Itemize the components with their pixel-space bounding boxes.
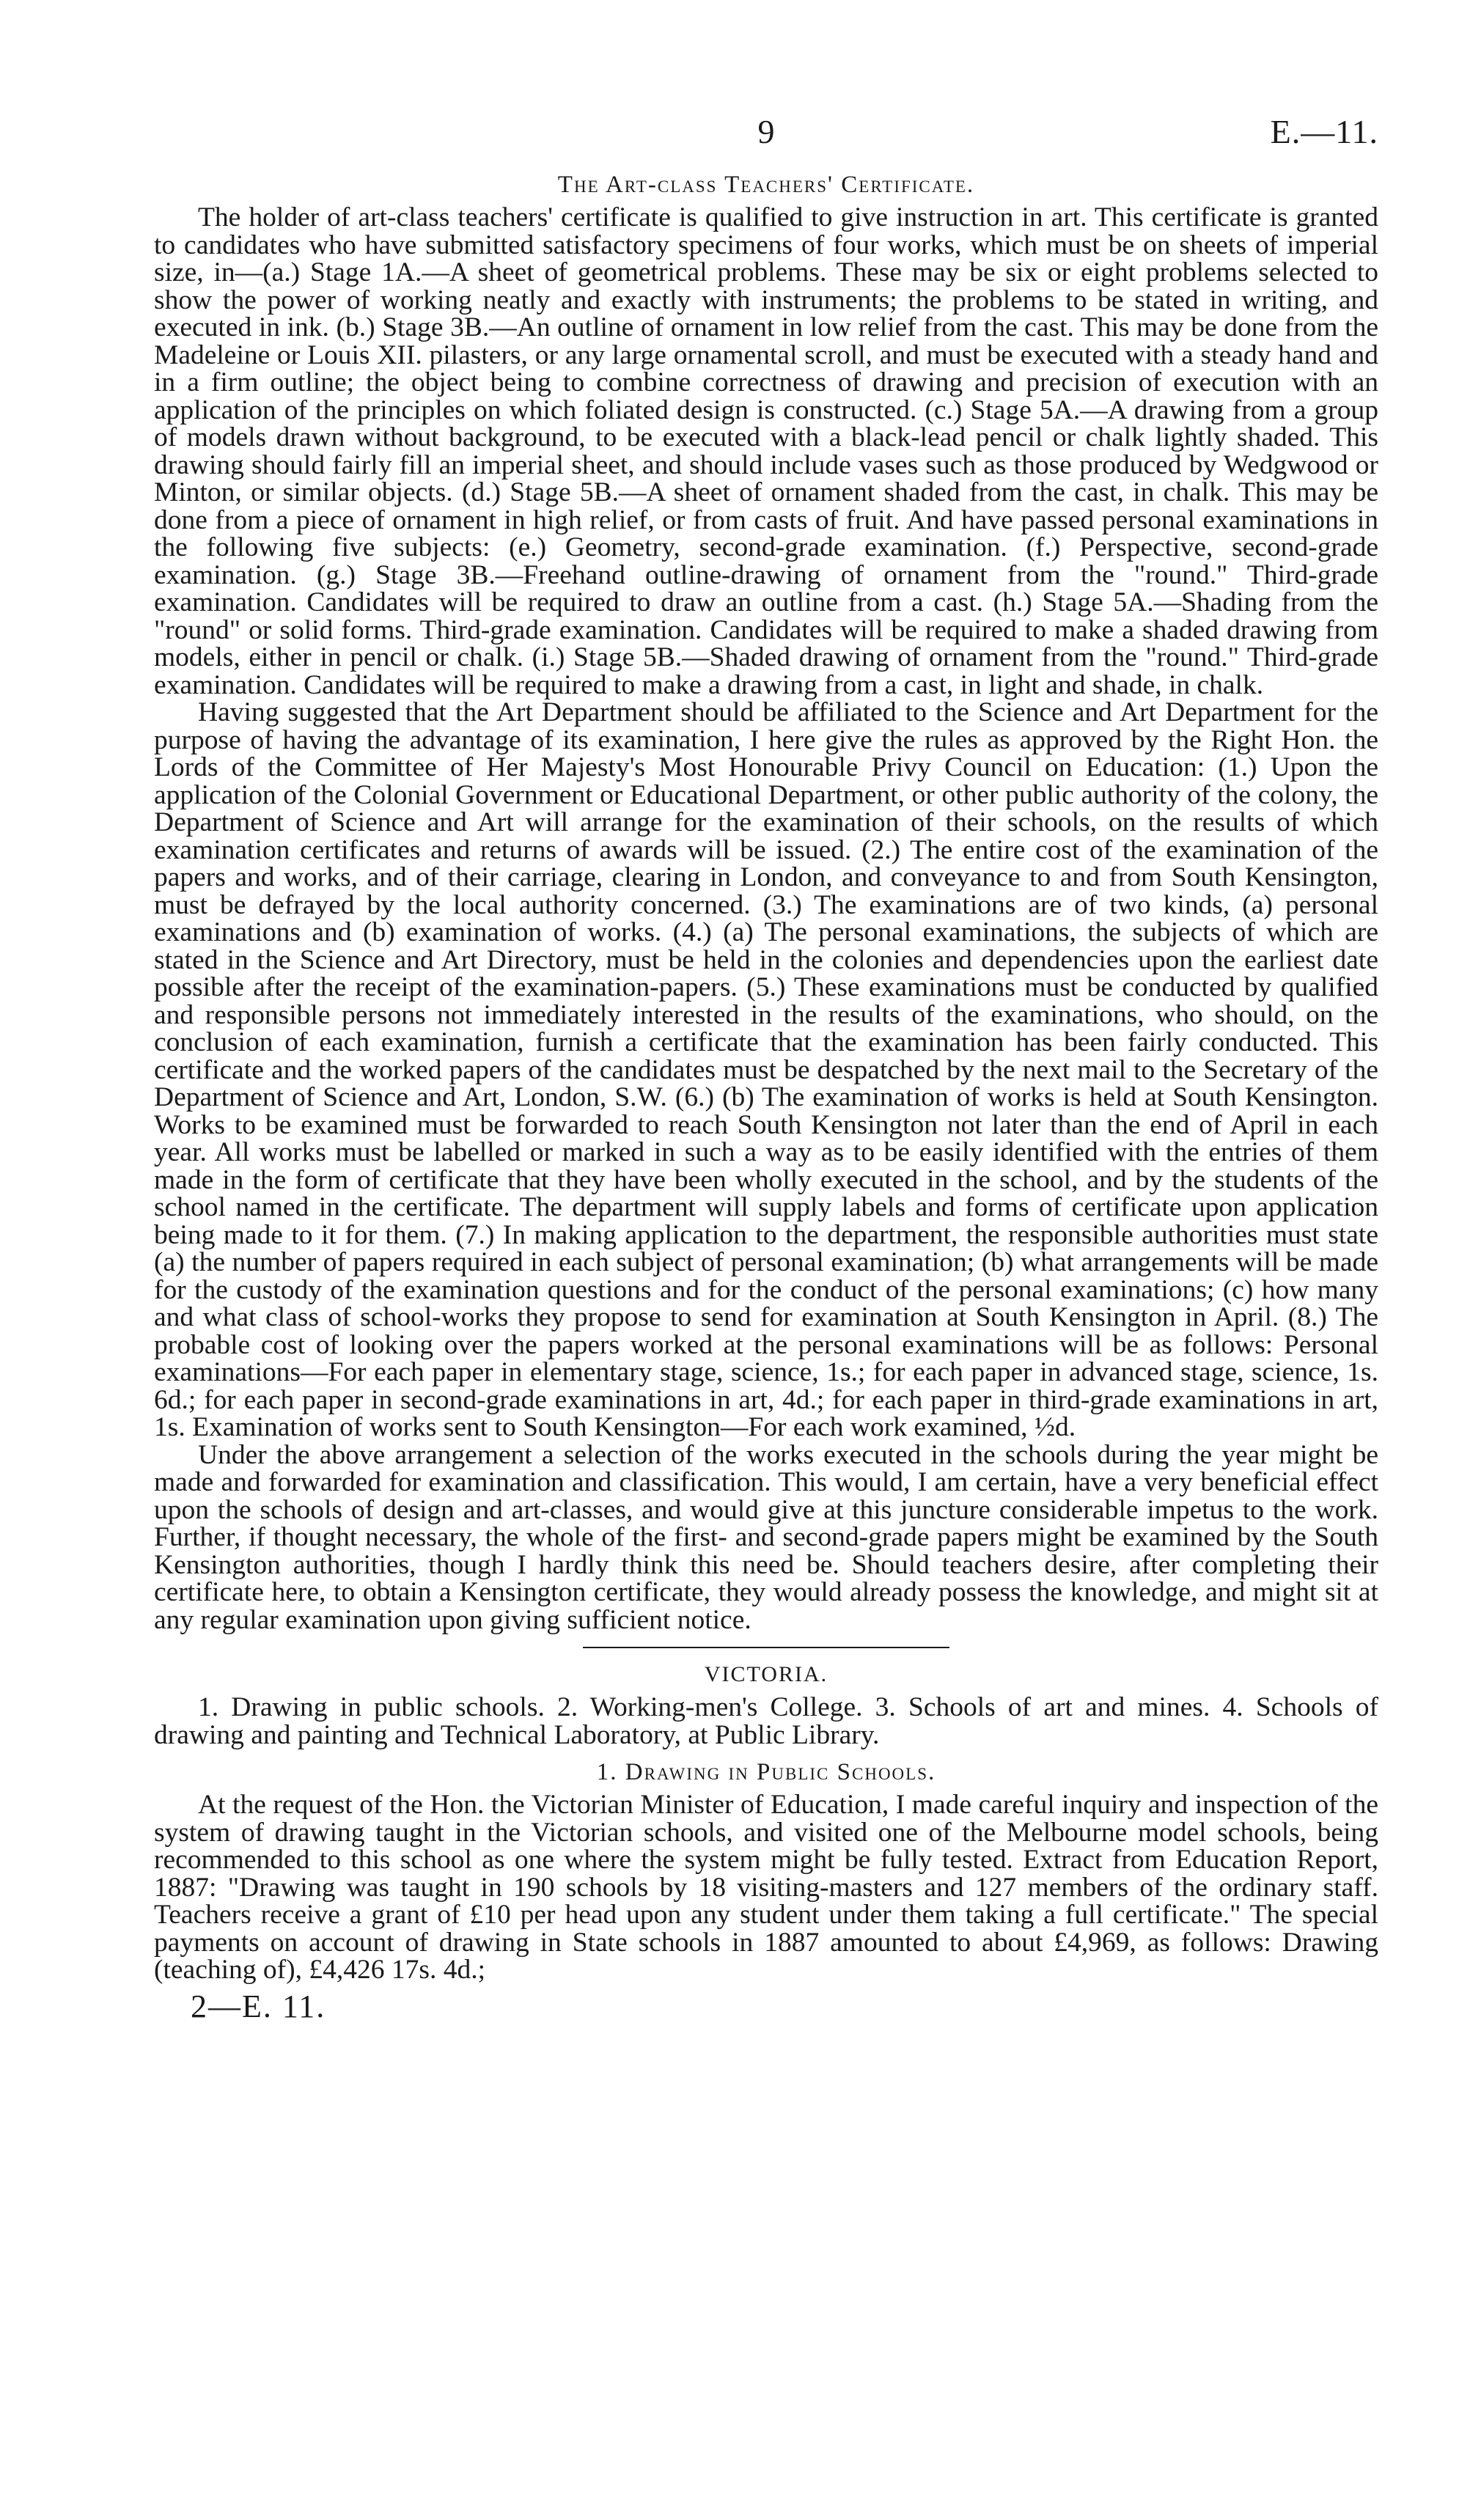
section-divider xyxy=(583,1647,949,1648)
victoria-section xyxy=(154,1660,1378,1984)
signature-mark: 2—E. 11. xyxy=(191,1988,326,2024)
art-class-section xyxy=(154,170,1378,1634)
page xyxy=(154,110,1378,2025)
art-class-heading: The Art-class Teachers' Certificate. xyxy=(557,172,975,198)
victoria-paragraph: At the request of the Hon. the Victorian Minister of Education, I made careful inquiry and inspection of the system of drawing taught in the Victorian schools, and visited one of the Melbourne model schools, being recommended to this school as one where the system might be fully tested. Extract from Education Report, 1887: "Drawing was taught in 190 schools by 18 visiting-masters and 127 members of the ordinary staff. Teachers receive a grant of £10 per head upon any student under them taking a full certificate." The special payments on account of drawing in State schools in 1887 amounted to about £4,969, as follows: Drawing (teaching of), £4,426 17s. 4d.; xyxy=(154,1790,1378,1985)
art-class-paragraph-3: Under the above arrangement a selection of the works executed in the schools during the year might be made and forwarded for examination and classification. This would, I am certain, have a very beneficial effect upon the schools of design and art-classes, and would give at this juncture considerable impetus to the work. Further, if thought necessary, the whole of the first- and second-grade papers might be examined by the South Kensington authorities, though I hardly think this need be. Should teachers desire, after completing their certificate here, to obtain a Kensington certificate, they would already possess the knowledge, and might sit at any regular examination upon giving sufficient notice. xyxy=(154,1439,1378,1635)
page-header xyxy=(154,110,1378,161)
victoria-contents: 1. Drawing in public schools. 2. Working-men's College. 3. Schools of art and mines. 4. Schools of drawing and painting and Technical Laboratory, at Public Library. xyxy=(154,1692,1378,1750)
art-class-paragraph-1: The holder of art-class teachers' certificate is qualified to give instruction in art. This certificate is granted to candidates who have submitted satisfactory specimens of four works, which must be on sheets of imperial size, in—(a.) Stage 1A.—A sheet of geometrical problems. These may be six or eight problems selected to show the power of working neatly and exactly with instruments; the problems to be stated in writing, and executed in ink. (b.) Stage 3B.—An outline of ornament in low relief from the cast. This may be done from the Madeleine or Louis XII. pilasters, or any large ornamental scroll, and must be executed with a steady hand and in a firm outline; the object being to combine correctness of drawing and precision of execution with an application of the principles on which foliated design is constructed. (c.) Stage 5A.—A drawing from a group of models drawn without background, to be executed with a black-lead pencil or chalk lightly shaded. This drawing should fairly fill an imperial sheet, and should include vases such as those produced by Wedgwood or Minton, or similar objects. (d.) Stage 5B.—A sheet of ornament shaded from the cast, in chalk. This may be done from a piece of ornament in high relief, or from casts of fruit. And have passed personal examinations in the following five subjects: (e.) Geometry, second-grade examination. (f.) Perspective, second-grade examination. (g.) Stage 3B.—Freehand outline-drawing of ornament from the "round." Third-grade examination. Candidates will be required to draw an outline from a cast. (h.) Stage 5A.—Shading from the "round" or solid forms. Third-grade examination. Candidates will be required to make a shaded drawing from models, either in pencil or chalk. (i.) Stage 5B.—Shaded drawing of ornament from the "round." Third-grade examination. Candidates will be required to make a drawing from a cast, in light and shade, in chalk. xyxy=(154,202,1378,700)
page-number: 9 xyxy=(757,113,775,150)
document-reference: E.—11. xyxy=(1270,113,1378,150)
victoria-heading: VICTORIA. xyxy=(704,1662,828,1686)
art-class-paragraph-2: Having suggested that the Art Department should be affiliated to the Science and Art Department for the purpose of having the advantage of its examination, I here give the rules as approved by the Right Hon. the Lords of the Committee of Her Majesty's Most Honourable Privy Council on Education: (1.) Upon the application of the Colonial Government or Educational Department, or other public authority of the colony, the Department of Science and Art will arrange for the examination of their schools, on the results of which examination certificates and returns of awards will be issued. (2.) The entire cost of the examination of the papers and works, and of their carriage, clearing in London, and conveyance to and from South Kensington, must be defrayed by the local authority concerned. (3.) The examinations are of two kinds, (a) personal examinations and (b) examination of works. (4.) (a) The personal examinations, the subjects of which are stated in the Science and Art Directory, must be held in the colonies and dependencies upon the earliest date possible after the receipt of the examination-papers. (5.) These examinations must be conducted by qualified and responsible persons not immediately interested in the results of the examinations, who should, on the conclusion of each examination, furnish a certificate that the examination has been fairly conducted. This certificate and the worked papers of the candidates must be despatched by the next mail to the Secretary of the Department of Science and Art, London, S.W. (6.) (b) The examination of works is held at South Kensington. Works to be examined must be forwarded to reach South Kensington not later than the end of April in each year. All works must be labelled or marked in such a way as to be easily identified with the entries of them made in the form of certificate that they have been wholly executed in the school, and by the students of the school named in the certificate. The department will supply labels and forms of certificate upon application being made to it for them. (7.) In making application to the department, the responsible authorities must state (a) the number of papers required in each subject of personal examination; (b) what arrangements will be made for the custody of the examination questions and for the conduct of the personal examinations; (c) how many and what class of school-works they propose to send for examination at South Kensington in April. (8.) The probable cost of looking over the papers worked at the personal examinations will be as follows: Personal examinations—For each paper in elementary stage, science, 1s.; for each paper in advanced stage, science, 1s. 6d.; for each paper in second-grade examinations in art, 4d.; for each paper in third-grade examinations in art, 1s. Examination of works sent to South Kensington—For each work examined, ½d. xyxy=(154,697,1378,1442)
drawing-public-schools-heading: 1. Drawing in Public Schools. xyxy=(596,1759,936,1785)
